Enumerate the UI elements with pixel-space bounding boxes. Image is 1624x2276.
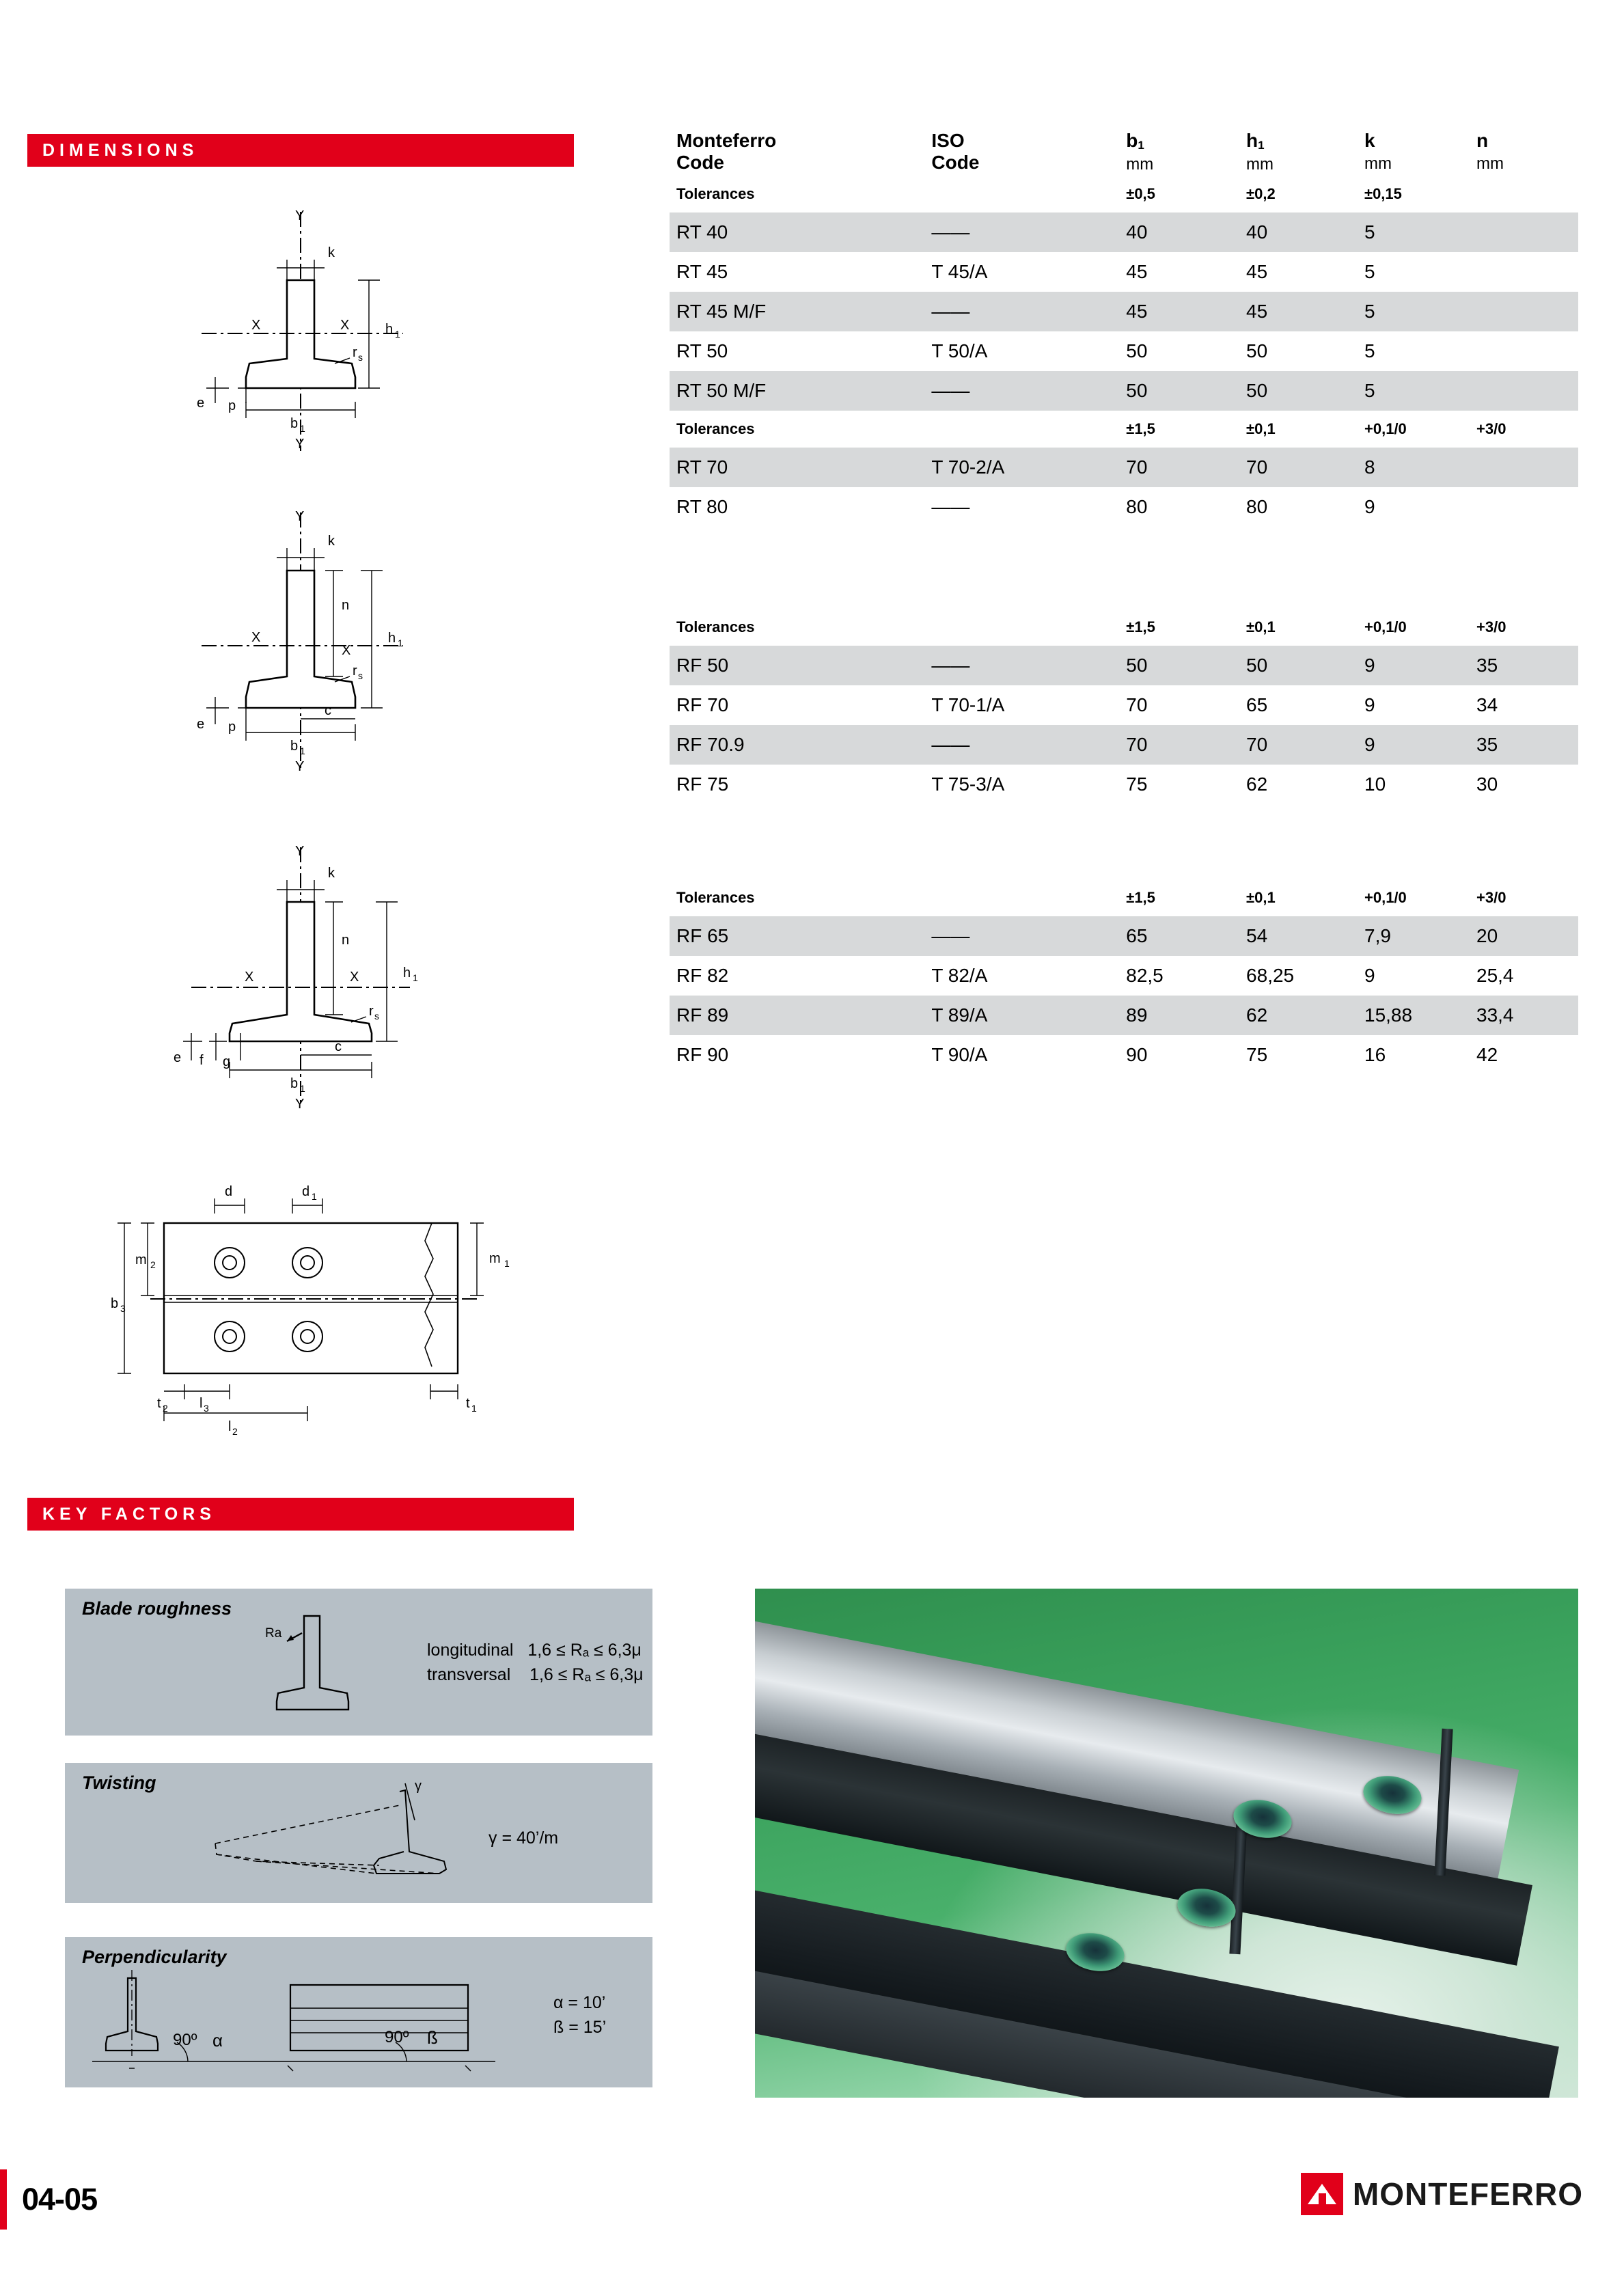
header-h1: h1 mm: [1246, 130, 1274, 174]
page-number: [0, 2169, 120, 2230]
svg-text:s: s: [358, 670, 363, 681]
drawing2-label-k: k: [328, 534, 335, 549]
perpendicularity-beta-value: ß = 15’: [553, 2018, 607, 2037]
drawing3-label-e: e: [174, 1050, 182, 1065]
table-row: RT 70 T 70-2/A 70 70 8: [670, 448, 1578, 487]
key-factor-perpendicularity-panel: [65, 1937, 652, 2087]
header-b1: b1 mm: [1126, 130, 1154, 174]
table-row: RF 89 T 89/A 89 62 15,88 33,4: [670, 996, 1578, 1035]
svg-text:1: 1: [398, 637, 403, 648]
drawing2-label-X-right: X: [342, 643, 351, 658]
key-factors-section-banner: [27, 1498, 574, 1531]
svg-text:1: 1: [300, 423, 305, 434]
twisting-value: γ = 40’/m: [488, 1828, 559, 1848]
drawing3-label-rs: r: [369, 1004, 374, 1019]
perpendicularity-alpha-value: α = 10’: [553, 1993, 606, 2012]
drawing1-label-b1: b: [290, 416, 299, 431]
svg-text:3: 3: [120, 1303, 126, 1314]
rail-profile-drawing-1: [82, 205, 519, 458]
blade-roughness-ra-label: Ra: [265, 1626, 282, 1641]
rail-profile-svg-1: [82, 205, 519, 458]
drawing1-label-X-left: X: [251, 318, 261, 333]
svg-text:1: 1: [300, 745, 305, 756]
svg-text:1: 1: [504, 1258, 510, 1269]
drawing2-label-e: e: [197, 717, 205, 732]
drawing2-label-Y-top: Y: [295, 509, 305, 524]
table-row: RF 90 T 90/A 90 75 16 42: [676, 1044, 1498, 1065]
twisting-diagram: [174, 1778, 482, 1897]
drawing3-label-c: c: [335, 1039, 342, 1054]
table-row: RF 82 T 82/A 82,5 68,25 9 25,4: [676, 965, 1514, 986]
drawing1-label-Y-bottom: Y: [295, 437, 305, 452]
header-iso-code: [931, 130, 1126, 176]
drawing1-label-h1: h: [385, 322, 394, 337]
drawing4-label-m2: m: [135, 1252, 147, 1267]
dimensions-table-wrapper: [670, 130, 1578, 1075]
tolerances-row: Tolerances ±1,5 ±0,1 +0,1/0 +3/0: [676, 420, 1506, 437]
drawing4-label-t2: t: [157, 1396, 161, 1411]
drawing4-label-b3: b: [111, 1296, 119, 1311]
drawing1-label-p: p: [228, 398, 236, 413]
drawing4-label-d: d: [225, 1184, 233, 1199]
drawing3-label-X-left: X: [245, 970, 254, 985]
table-row: RT 80 —— 80 80 9: [676, 496, 1375, 517]
drawing3-label-f: f: [199, 1053, 204, 1068]
svg-text:s: s: [374, 1011, 379, 1022]
header-code-line1: Monteferro: [676, 130, 777, 151]
drawing2-label-n: n: [342, 598, 350, 613]
perpendicularity-diagram: [85, 1966, 550, 2082]
table-row: RT 40 —— 40 40 5: [670, 212, 1578, 252]
blade-roughness-title: Blade roughness: [82, 1598, 232, 1619]
drawing1-label-k: k: [328, 245, 335, 260]
rail-profile-svg-2: [82, 506, 519, 779]
blade-roughness-diagram: [239, 1606, 410, 1732]
table-header-row: [670, 130, 1578, 176]
svg-text:s: s: [358, 352, 363, 363]
table-row: RT 45 T 45/A 45 45 5: [676, 261, 1375, 282]
table-row: RF 70.9 —— 70 70 9 35: [670, 725, 1578, 765]
table-row: RT 50 T 50/A 50 50 5: [676, 340, 1375, 361]
rail-profile-svg-3: [82, 840, 519, 1114]
key-factor-twisting-panel: [65, 1763, 652, 1903]
drawing3-label-b1: b: [290, 1076, 299, 1091]
drawing2-label-b1: b: [290, 739, 299, 754]
header-n: n mm: [1476, 130, 1504, 173]
svg-text:2: 2: [163, 1403, 168, 1414]
drawing3-label-k: k: [328, 866, 335, 881]
drawing1-label-Y-top: Y: [295, 208, 305, 223]
key-factors-title: KEY FACTORS: [42, 1504, 216, 1524]
table-gap: [670, 804, 1578, 879]
header-monteferro-code: [670, 130, 931, 176]
drawing4-label-l3: l: [199, 1396, 203, 1411]
table-row: RT 45 M/F —— 45 45 5: [670, 292, 1578, 331]
dimensions-table: [670, 130, 1578, 1075]
joint-plate-svg-4: [82, 1162, 533, 1435]
perpendicularity-title: Perpendicularity: [82, 1947, 227, 1967]
drawing1-label-rs: r: [353, 345, 357, 360]
tolerances-row: Tolerances ±1,5 ±0,1 +0,1/0 +3/0: [676, 618, 1506, 635]
header-k: k mm: [1364, 130, 1392, 173]
perpendicularity-beta-symbol: ß: [427, 2027, 438, 2048]
tolerances-row: Tolerances ±0,5 ±0,2 ±0,15: [676, 185, 1402, 202]
svg-text:1: 1: [312, 1191, 317, 1202]
drawing2-label-Y-bottom: Y: [295, 759, 305, 774]
drawing3-label-h1: h: [403, 965, 411, 981]
table-gap: [670, 527, 1578, 609]
drawing2-label-c: c: [325, 703, 331, 718]
svg-text:1: 1: [471, 1403, 477, 1414]
blade-roughness-longitudinal: longitudinal 1,6 ≤ Rₐ ≤ 6,3μ: [427, 1641, 642, 1660]
table-row: RF 50 —— 50 50 9 35: [670, 646, 1578, 685]
page-number-text: 04-05: [22, 2182, 98, 2217]
rail-profile-drawing-2: [82, 506, 519, 779]
header-iso-line1: ISO: [931, 130, 965, 151]
drawing4-label-m1: m: [489, 1251, 501, 1266]
drawing2-label-rs: r: [353, 663, 357, 678]
joint-plate-drawing-4: [82, 1162, 533, 1435]
svg-text:1: 1: [413, 972, 418, 983]
perpendicularity-right-angle: 90º: [385, 2028, 409, 2046]
blade-roughness-transversal: transversal 1,6 ≤ Rₐ ≤ 6,3μ: [427, 1665, 644, 1684]
drawing1-label-e: e: [197, 396, 205, 411]
drawing4-label-l2: l: [228, 1419, 232, 1434]
tolerances-row: Tolerances ±1,5 ±0,1 +0,1/0 +3/0: [676, 889, 1506, 906]
svg-text:3: 3: [204, 1403, 209, 1414]
monteferro-mark-icon: [1301, 2173, 1343, 2215]
drawing3-label-X-right: X: [350, 970, 359, 985]
monteferro-logo-text: MONTEFERRO: [1352, 2176, 1583, 2212]
dimensions-title: DIMENSIONS: [42, 140, 199, 160]
header-code-line2: Code: [676, 152, 724, 173]
rail-profile-drawing-3: [82, 840, 519, 1114]
drawing3-label-Y-bottom: Y: [295, 1097, 305, 1112]
drawing3-label-Y-top: Y: [295, 844, 305, 859]
svg-text:1: 1: [395, 329, 400, 340]
drawing2-label-p: p: [228, 719, 236, 735]
table-row: RF 65 —— 65 54 7,9 20: [670, 916, 1578, 956]
perpendicularity-alpha-symbol: α: [212, 2030, 223, 2051]
header-iso-line2: Code: [931, 152, 980, 173]
product-photo: [755, 1589, 1578, 2098]
drawing1-label-X-right: X: [340, 318, 350, 333]
monteferro-logo: [1301, 2173, 1583, 2215]
drawing3-label-g: g: [223, 1054, 231, 1069]
key-factor-blade-roughness-panel: [65, 1589, 652, 1736]
dimensions-section-banner: [27, 134, 574, 167]
table-row: RF 70 T 70-1/A 70 65 9 34: [676, 694, 1498, 715]
drawing2-label-h2-h1: h: [388, 631, 396, 646]
svg-text:1: 1: [300, 1083, 305, 1094]
drawing4-label-d1: d: [302, 1184, 310, 1199]
drawing3-label-n: n: [342, 933, 350, 948]
table-row: RF 75 T 75-3/A 75 62 10 30: [676, 773, 1498, 795]
perpendicularity-left-angle: 90º: [173, 2031, 197, 2049]
svg-text:2: 2: [150, 1259, 156, 1270]
twisting-gamma-label: γ: [415, 1779, 422, 1794]
drawing4-label-t1: t: [466, 1396, 470, 1411]
svg-text:2: 2: [232, 1426, 238, 1435]
twisting-title: Twisting: [82, 1772, 156, 1793]
drawing2-label-X-left: X: [251, 630, 261, 645]
table-row: RT 50 M/F —— 50 50 5: [670, 371, 1578, 411]
